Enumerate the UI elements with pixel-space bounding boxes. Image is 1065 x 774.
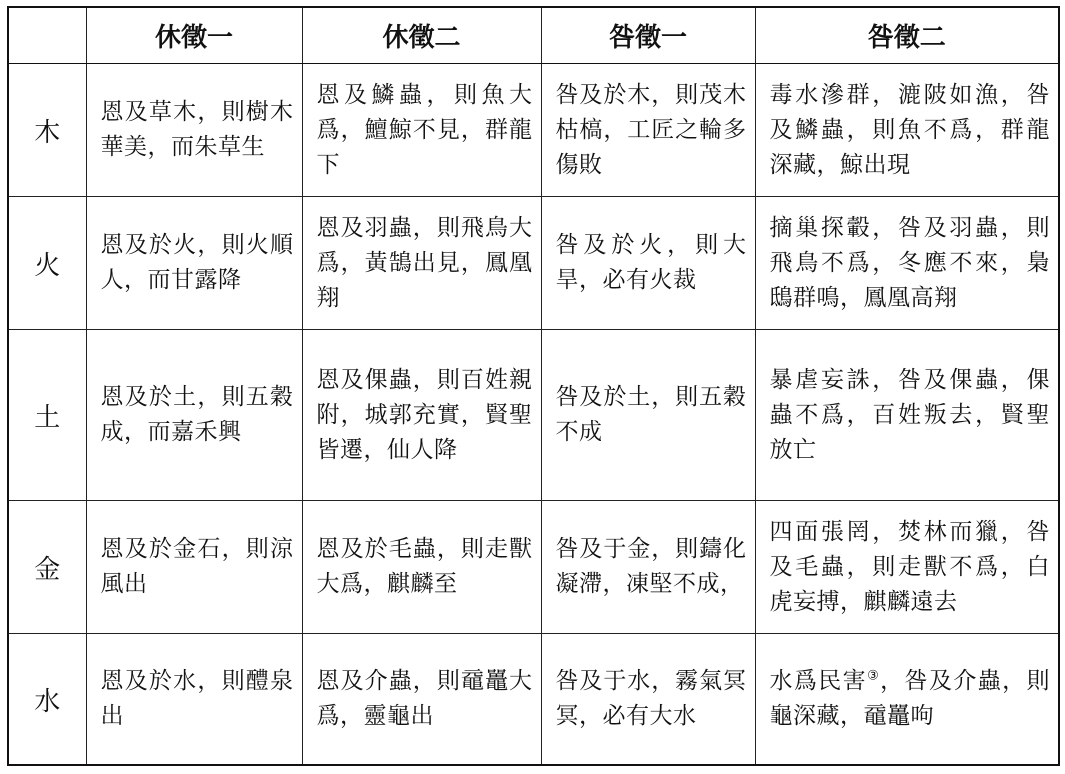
table-cell: 恩及於毛蟲，則走獸大爲，麒麟至: [302, 501, 541, 634]
table-row: [8, 197, 1059, 330]
table-cell: 毒水滲群，漉陂如漁，咎及鱗蟲，則魚不爲，群龍深藏，鯨出現: [755, 64, 1059, 197]
document-page: [7, 6, 1060, 766]
table-cell: 恩及倮蟲，則百姓親附，城郭充實，賢聖皆遷，仙人降: [302, 330, 541, 501]
footnote-marker: ③: [867, 668, 881, 684]
table-cell-footnoted: [755, 634, 1059, 766]
corner-header: [8, 7, 86, 64]
header-auspicious-2: 休徵二: [302, 7, 541, 64]
table-cell: 恩及草木，則樹木華美，而朱草生: [86, 64, 302, 197]
row-element-metal: 金: [8, 501, 86, 634]
table-row: [8, 64, 1059, 197]
table-row: [8, 634, 1059, 766]
row-element-earth: 土: [8, 330, 86, 501]
header-inauspicious-1: 咎徵一: [541, 7, 755, 64]
table-cell: 恩及於金石，則涼風出: [86, 501, 302, 634]
table-cell: 咎及於木，則茂木枯槁，工匠之輪多傷敗: [541, 64, 755, 197]
table-cell: 暴虐妄誅，咎及倮蟲，倮蟲不爲，百姓叛去，賢聖放亡: [755, 330, 1059, 501]
row-element-fire: 火: [8, 197, 86, 330]
cell-text-tail: ，咎及介蟲，則龜深藏，黿鼉呴: [769, 668, 1051, 729]
five-elements-table: [7, 6, 1060, 766]
table-cell: 恩及羽蟲，則飛鳥大爲，黃鵠出見，鳳凰翔: [302, 197, 541, 330]
row-element-wood: 木: [8, 64, 86, 197]
table-cell: 咎及於火，則大旱，必有火裁: [541, 197, 755, 330]
table-cell: 四面張罔，焚林而獵，咎及毛蟲，則走獸不爲，白虎妄搏，麒麟遠去: [755, 501, 1059, 634]
table-cell: 咎及于水，霧氣冥冥，必有大水: [541, 634, 755, 766]
header-row: [8, 7, 1059, 64]
table-cell: 摘巢探轂，咎及羽蟲，則飛鳥不爲，冬應不來，梟鴟群鳴，鳳凰高翔: [755, 197, 1059, 330]
cell-text: [770, 668, 1051, 729]
cell-text-head: 水爲民害: [769, 668, 868, 694]
table-row: [8, 330, 1059, 501]
header-auspicious-1: 休徵一: [86, 7, 302, 64]
table-cell: 咎及于金，則鑄化凝滯，凍堅不成，: [541, 501, 755, 634]
header-inauspicious-2: 咎徵二: [755, 7, 1059, 64]
table-cell: 恩及於水，則醴泉出: [86, 634, 302, 766]
table-row: [8, 501, 1059, 634]
row-element-water: 水: [8, 634, 86, 766]
table-cell: 咎及於土，則五穀不成: [541, 330, 755, 501]
table-cell: 恩及於土，則五穀成，而嘉禾興: [86, 330, 302, 501]
table-cell: 恩及介蟲，則黿鼉大爲，靈龜出: [302, 634, 541, 766]
table-cell: 恩及鱗蟲，則魚大爲，鱣鯨不見，群龍下: [302, 64, 541, 197]
table-cell: 恩及於火，則火順人，而甘露降: [86, 197, 302, 330]
